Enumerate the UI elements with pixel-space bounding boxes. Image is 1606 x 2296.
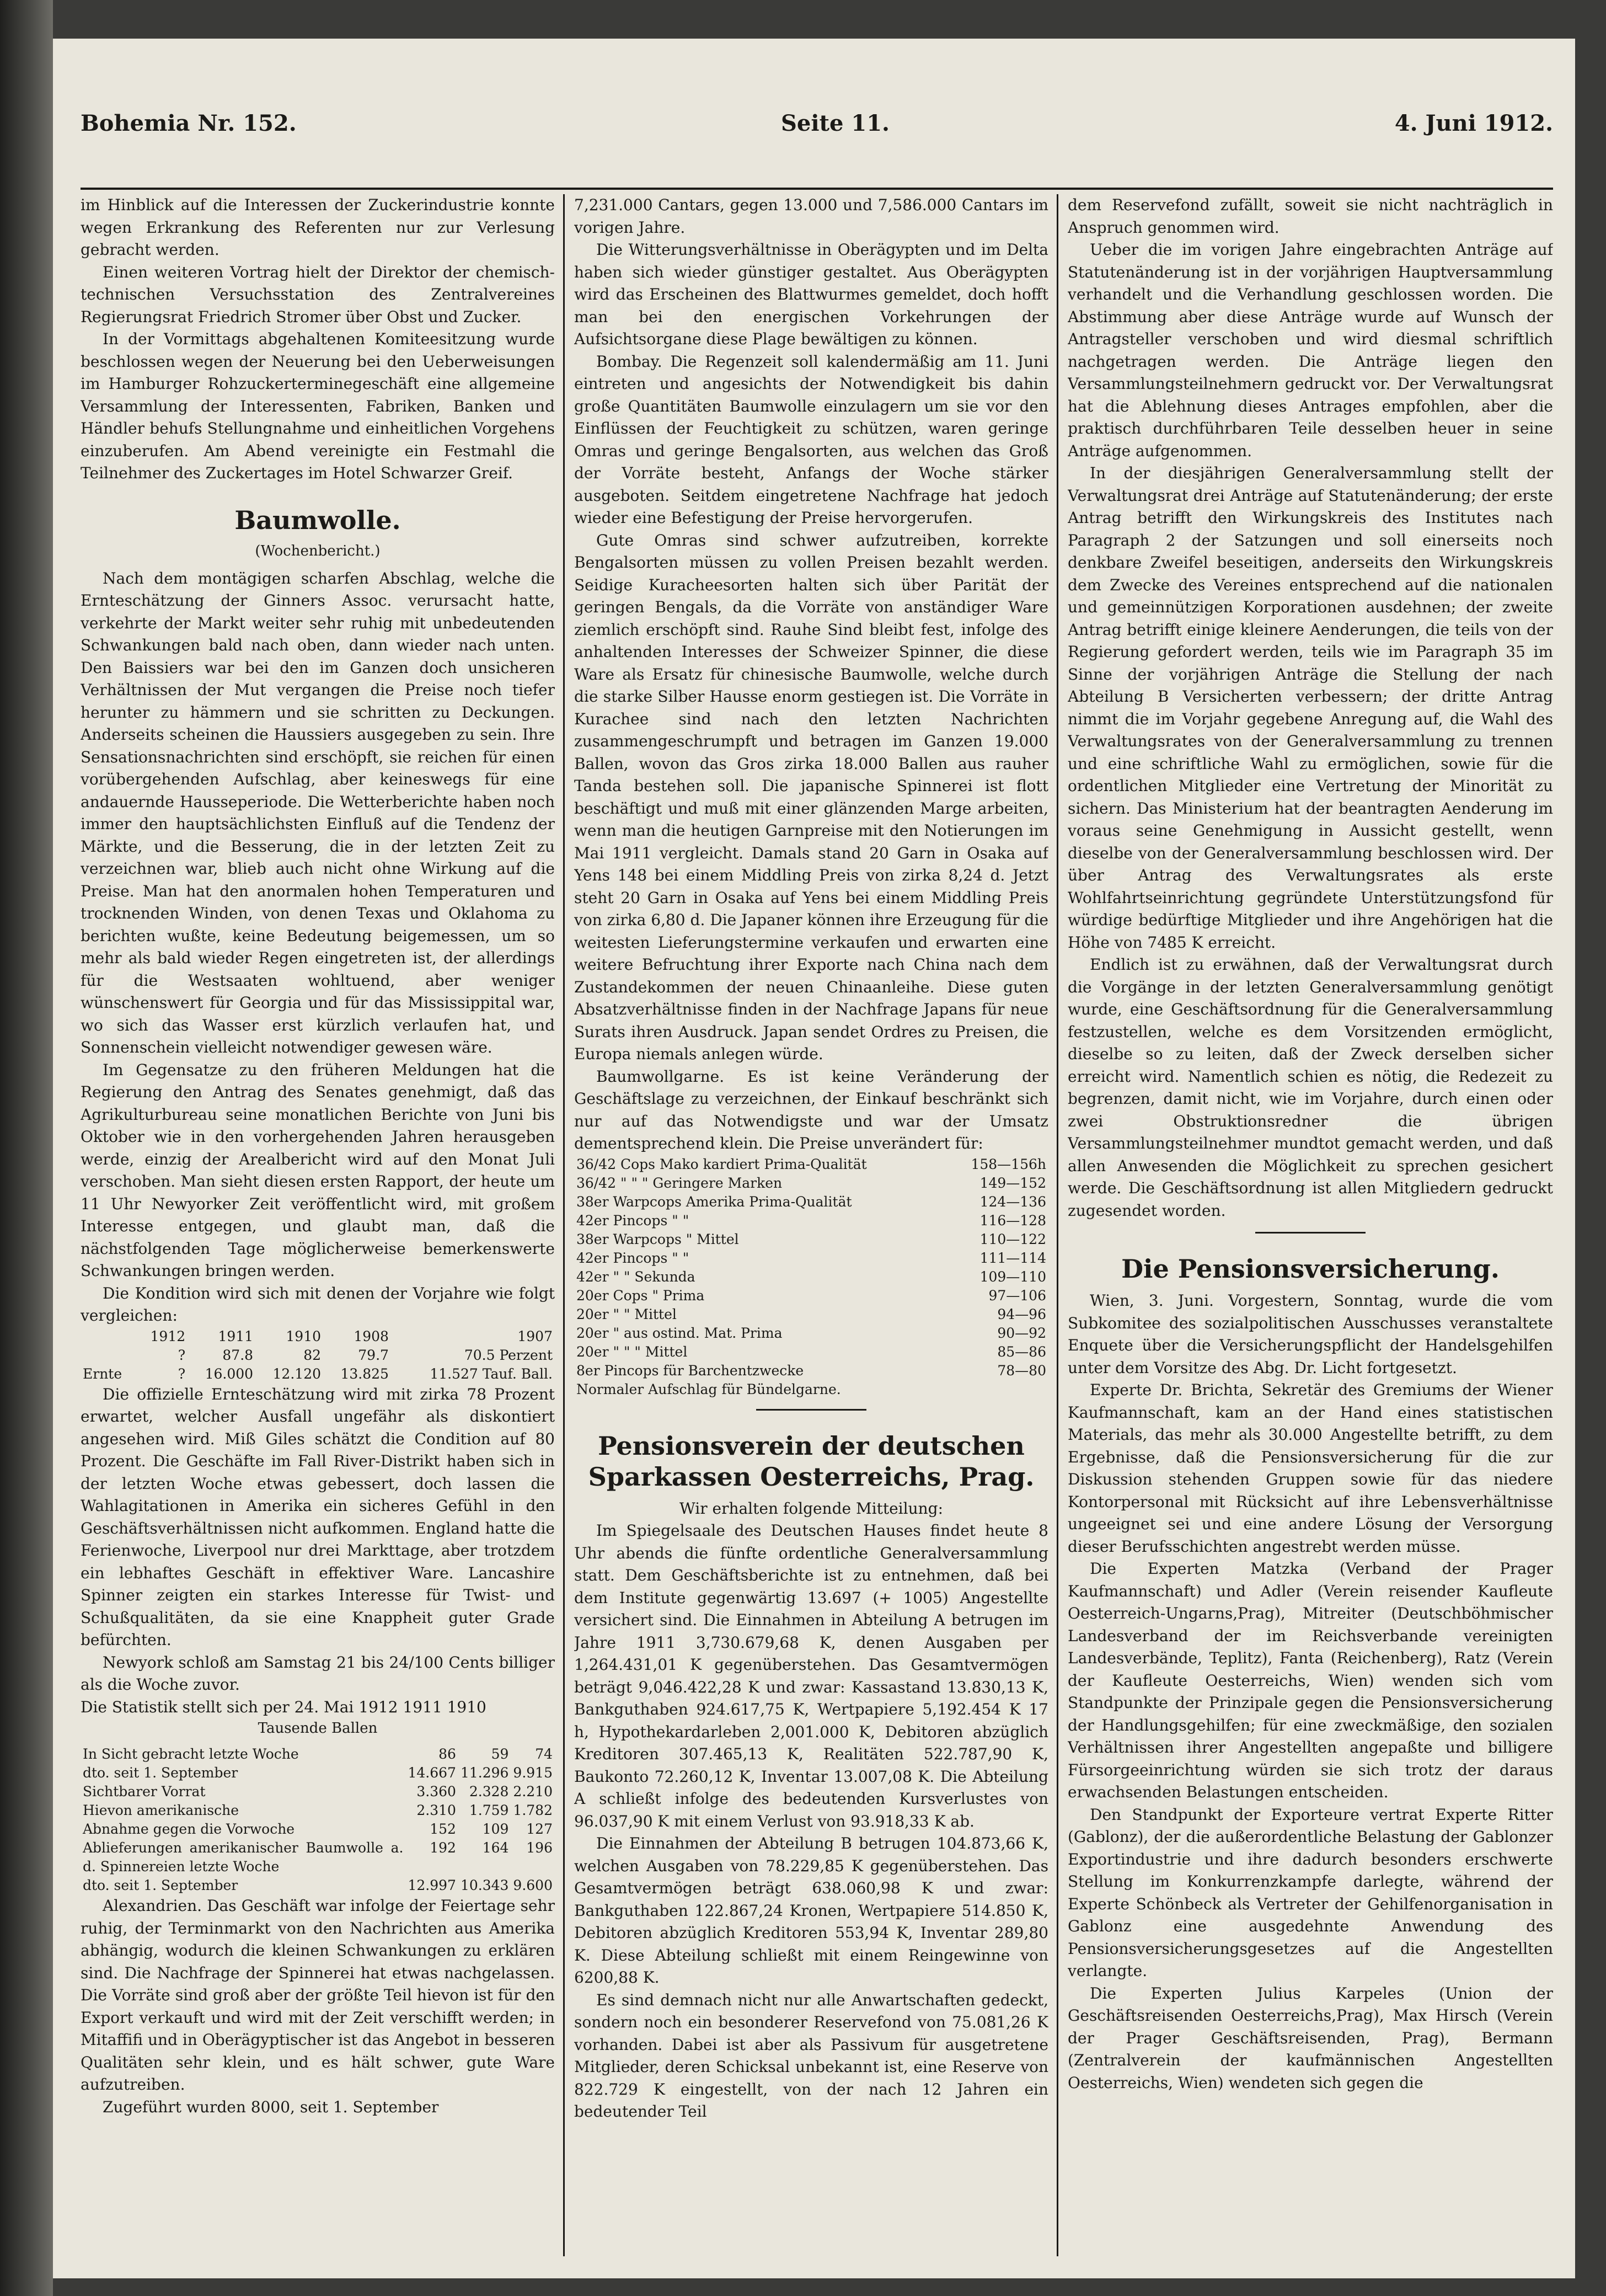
table-cell: Ernte	[83, 1365, 122, 1382]
table-cell: Normaler Aufschlag für Bündelgarne.	[576, 1381, 841, 1397]
table-row	[574, 1174, 1048, 1193]
table-row	[81, 1782, 555, 1801]
paragraph: Die Kondition wird sich mit denen der Vorjahre wie folgt vergleichen:	[81, 1284, 555, 1325]
article-headline-baumwolle: Baumwolle.	[234, 505, 401, 535]
column-2	[574, 194, 1048, 2262]
table-cell: 59	[491, 1746, 509, 1762]
table-cell: 2.310	[416, 1802, 456, 1818]
table-row	[81, 1820, 555, 1839]
table-cell: 8er Pincops für Barchentzwecke	[576, 1362, 804, 1379]
table-cell: 82	[303, 1347, 322, 1363]
column-rule-1	[563, 194, 565, 2256]
table-cell: 13.825	[340, 1365, 389, 1382]
article-subheadline: (Wochenbericht.)	[255, 542, 381, 559]
header-page-number: Seite 11.	[781, 110, 890, 136]
table-cell: 1910	[286, 1328, 322, 1344]
table-cell: 16.000	[205, 1365, 254, 1382]
table-cell: 149—152	[979, 1174, 1046, 1191]
paragraph: Einen weiteren Vortrag hielt der Direktor der chemisch-technischen Versuchsstation des Zentralvereines Regierungsrat Friedrich Stromer über Obst und Zucker.	[81, 263, 555, 326]
paragraph: Im Gegensatze zu den früheren Meldungen hat die Regierung den Antrag des Senates genehmigt, daß das Agrikulturbureau seine monatlichen Berichte von Juni bis Oktober wie in den vorhergehenden Jahren herausgeben werde, einzig der Arealbericht wird auf den Monat Juli verschoben. Man sieht diesen ersten Rapport, der heute um 11 Uhr Newyorker Zeit veröffentlicht wird, mit großem Interesse entgegen, und glaubt man, daß die nächstfolgenden Tage möglicherweise bemerkenswerte Schwankungen bringen werden.	[81, 1060, 555, 1280]
paragraph: Die offizielle Ernteschätzung wird mit zirka 78 Prozent erwartet, welcher Ausfall ungefähr als diskontiert angesehen wird. Miß Giles schätzt die Condition auf 80 Prozent. Die Geschäfte im Fall River-Distrikt haben sich in der letzten Woche etwas gebessert, doch lassen die Wahlagitationen in Amerika ein sicheres Gefühl in den Geschäftsverhältnissen nicht aufkommen. England hatte die Ferienwoche, Liverpool nur drei Markttage, aber trotzdem ein lebhaftes Geschäft in effektiver Ware. Lancashire Spinner zeigten ein starkes Interesse für Twist- und Schußqualitäten, da sie eine Knappheit guter Grade befürchten.	[81, 1385, 555, 1649]
table-cell: dto. seit 1. September	[83, 1877, 238, 1893]
paragraph: Nach dem montägigen scharfen Abschlag, welche die Ernteschätzung der Ginners Assoc. verursacht hatte, verkehrte der Markt weiter sehr ruhig mit unbedeutenden Schwankungen bald nach oben, dann wieder nach unten. Den Baissiers war bei den im Ganzen doch unsicheren Verhältnissen der Mut vergangen die Preise noch tiefer herunter zu hämmern und sie schritten zu Deckungen. Anderseits scheinen die Haussiers ausgegeben zu sein. Ihre Sensationsnachrichten sind erschöpft, sie reichen für einen vorübergehenden Aufschlag, aber keineswegs für eine andauernde Hausseperiode. Die Wetterberichte haben noch immer den hauptsächlichsten Einfluß auf die Tendenz der Märkte, und die Besserung, die in der letzten Zeit zu verzeichnen war, blieb auch nicht ohne Wirkung auf die Preise. Man hat den anormalen hohen Temperaturen und trocknenden Winden, von denen Texas und Oklahoma zu berichten wußte, keine Bedeutung beigemessen, um so mehr als bald wieder Regen eingetreten ist, der allerdings für die Westsaaten wohltuend, aber weniger wünschenswert für Georgia und für das Mississippital war, wo sich das Wasser erst kürzlich verlaufen hat, und Sonnenschein vielleicht notwendiger gewesen wäre.	[81, 569, 555, 1056]
article-headline-pensionsverein: Pensionsverein der deutschen Sparkassen Oesterreichs, Prag.	[588, 1430, 1035, 1492]
table-cell: 192	[430, 1840, 456, 1856]
table-row	[574, 1230, 1048, 1249]
paragraph: Experte Dr. Brichta, Sekretär des Gremiums der Wiener Kaufmannschaft, kam an der Hand eines statistischen Materials, das mehr als 30.000 Angestellte betrifft, zu dem Ergebnisse, daß die Pensionsversicherung für die zur Diskussion stehenden Gruppen sowie für das niedere Kontorpersonal mit Rücksicht auf ihre Lebensverhältnisse ungeeignet sei und eine andere Lösung der Versorgung dieser Berufsschichten angestrebt werden müsse.	[1068, 1381, 1553, 1556]
paragraph: Den Standpunkt der Exporteure vertrat Experte Ritter (Gablonz), der die außerordentliche Belastung der Gablonzer Exportindustrie und ihre dadurch besonders erschwerte Stellung im Konkurrenzkampfe darlegte, während der Experte Schönbeck als Vertreter der Gehilfenorganisation in Gablonz eine ausgedehnte Anwendung des Pensionsversicherungsgesetzes auf die Angestellten verlangte.	[1068, 1805, 1553, 1980]
table-cell: Ablieferungen amerikanischer Baumwolle a. d. Spinnereien letzte Woche	[83, 1840, 404, 1875]
paragraph: Wir erhalten folgende Mitteilung:	[679, 1499, 944, 1518]
table-row	[574, 1211, 1048, 1230]
table-cell: Abnahme gegen die Vorwoche	[83, 1821, 295, 1837]
column-3	[1068, 194, 1553, 2262]
table-cell: 3.360	[416, 1784, 456, 1800]
table-cell: 70.5 Perzent	[464, 1347, 553, 1363]
table-cell: 86	[438, 1746, 456, 1762]
paragraph: im Hinblick auf die Interessen der Zuckerindustrie konnte wegen Erkrankung des Referenten nur zur Verlesung gebracht werden.	[81, 196, 555, 259]
paragraph: Baumwollgarne. Es ist keine Veränderung der Geschäftslage zu verzeichnen, der Einkauf beschränkt sich nur auf das Notwendigste und war der Umsatz dementsprechend klein. Die Preise unverändert für:	[574, 1067, 1048, 1152]
table-cell: 196	[526, 1840, 553, 1856]
table-cell: 12.997	[408, 1877, 456, 1893]
table-cell: ?	[178, 1347, 186, 1363]
paragraph: Im Spiegelsaale des Deutschen Hauses findet heute 8 Uhr abends die fünfte ordentliche Generalversammlung statt. Dem Geschäftsberichte ist zu entnehmen, daß bei dem Institute gegenwärtig 13.697 (+ 1005) Angestellte versichert sind. Die Einnahmen in Abteilung A betrugen im Jahre 1911 3,730.679,68 K, denen Ausgaben per 1,264.431,01 K gegenüberstehen. Das Gesamtvermögen beträgt 9,046.422,28 K und zwar: Kassastand 13.830,13 K, Bankguthaben 924.617,75 K, Wertpapiere 5,192.454 K 17 h, Hypothekardarleben 2,001.000 K, Debitoren abzüglich Kreditoren 307.465,13 K, Realitäten 522.787,90 K, Baukonto 72.260,12 K, Inventar 13.007,08 K. Die Abteilung A schließt infolge des bedeutenden Kursverlustes von 96.037,90 K mit einem Verlust von 93.918,33 K ab.	[574, 1521, 1048, 1830]
table-row	[574, 1380, 1048, 1399]
table-cell: 11.527 Tauf. Ball.	[430, 1365, 553, 1382]
table-row	[81, 1327, 555, 1346]
table-cell: 1.782	[513, 1802, 553, 1818]
table-cell: Hievon amerikanische	[83, 1802, 239, 1818]
paragraph: Die Statistik stellt sich per 24. Mai 1912 1911 1910	[81, 1697, 486, 1716]
table-cell	[947, 1380, 1048, 1399]
table-cell: 20er " aus ostind. Mat. Prima	[576, 1325, 783, 1341]
table-cell: 1908	[354, 1328, 389, 1344]
paragraph: In der Vormittags abgehaltenen Komiteesitzung wurde beschlossen wegen der Neuerung bei den Ueberweisungen im Hamburger Rohzuckerterminegeschäft eine allgemeine Versammlung der Interessenten, Fabriken, Banken und Händler behufs Stellungnahme und einheitlichen Vorgehens einzuberufen. Am Abend vereinigte ein Festmahl die Teilnehmer des Zuckertages im Hotel Schwarzer Greif.	[81, 330, 555, 482]
table-cell: 109	[482, 1821, 509, 1837]
paragraph: Alexandrien. Das Geschäft war infolge der Feiertage sehr ruhig, der Terminmarkt von den Nachrichten aus Amerika abhängig, wodurch die kleinen Schwankungen zu erklären sind. Die Nachfrage der Spinnerei hat etwas nachgelassen. Die Vorräte sind groß aber der größte Teil hievon ist für den Export verkauft und wird mit der Zeit verschifft werden; in Mitaffifi und in Oberägyptischer ist das Angebot in besseren Qualitäten sehr klein, und es hält schwer, gute Ware aufzutreiben.	[81, 1897, 555, 2094]
table-cell: 36/42 Cops Mako kardiert Prima-Qualität	[576, 1156, 867, 1172]
table-cell: In Sicht gebracht letzte Woche	[83, 1746, 299, 1762]
table-cell: 20er " " Mittel	[576, 1306, 677, 1322]
table-cell: dto. seit 1. September	[83, 1765, 238, 1781]
statistics-table-header: Tausende Ballen	[258, 1720, 378, 1737]
table-cell: 2.210	[513, 1784, 553, 1800]
table-cell: 1.759	[469, 1802, 509, 1818]
paragraph: Die Witterungsverhältnisse in Oberägypten und im Delta haben sich wieder günstiger gestaltet. Aus Oberägypten wird das Erscheinen des Blattwurmes gemeldet, doch hofft man bei den energischen Vorkehrungen der Aufsichtsorgane diese Plage bewältigen zu können.	[574, 241, 1048, 348]
table-row	[574, 1343, 1048, 1361]
table-cell: 42er Pincops " "	[576, 1212, 689, 1229]
paragraph: Newyork schloß am Samstag 21 bis 24/100 Cents billiger als die Woche zuvor.	[81, 1653, 555, 1694]
table-cell: 79.7	[358, 1347, 389, 1363]
table-cell	[81, 1327, 137, 1346]
table-cell: 20er " " " Mittel	[576, 1343, 688, 1360]
table-cell	[81, 1346, 137, 1365]
table-cell: 74	[535, 1746, 553, 1762]
paragraph: Ueber die im vorigen Jahre eingebrachten Anträge auf Statutenänderung ist in der vorjährigen Hauptversammlung verhandelt und die Verhandlung geschlossen worden. Die Abstimmung aber diese Anträge wurde auf Wunsch der Antragsteller verschoben und wird diesmal schriftlich nachgetragen werden. Die Anträge liegen den Versammlungsteilnehmern gedruckt vor. Der Verwaltungsrat hat die Ablehnung dieses Antrages empfohlen, aber die praktisch durchführbaren Teile desselben heuer in seine Anträge aufgenommen.	[1068, 241, 1553, 460]
table-row	[574, 1193, 1048, 1211]
section-divider	[1255, 1232, 1366, 1234]
newspaper-page	[53, 39, 1575, 2278]
table-cell: 9.600	[513, 1877, 553, 1893]
table-row	[81, 1876, 555, 1895]
table-cell: 12.120	[272, 1365, 322, 1382]
table-cell: 2.328	[469, 1784, 509, 1800]
table-cell: 38er Warpcops " Mittel	[576, 1231, 739, 1247]
table-row	[81, 1764, 555, 1782]
page-header	[81, 110, 1553, 154]
scan-edge	[0, 0, 53, 2296]
table-cell: 164	[482, 1840, 509, 1856]
table-row	[574, 1324, 1048, 1343]
paragraph: Die Experten Matzka (Verband der Prager Kaufmannschaft) und Adler (Verein reisender Kaufleute Oesterreich-Ungarns,Prag), Mitreiter (Deutschböhmischer Landesverband der im Reichsverbande vereinigten Landesverbände, Teplitz), Fanta (Reichenberg), Ratz (Verein der Kaufleute Oesterreichs, Wien) wenden sich vom Standpunkte der Prinzipale gegen die Pensionsversicherung der Handlungsgehilfen; für eine zweckmäßige, den sozialen Verhältnissen ihrer Angestellten angepaßte und billigere Fürsorgeeinrichtung würden sie sich trotz der daraus erwachsenden Belastungen entscheiden.	[1068, 1560, 1553, 1801]
table-row	[81, 1745, 555, 1764]
table-cell: 42er " " Sekunda	[576, 1268, 695, 1285]
table-cell: 109—110	[979, 1268, 1046, 1285]
header-date: 4. Juni 1912.	[1394, 110, 1553, 136]
paragraph: 7,231.000 Cantars, gegen 13.000 und 7,586.000 Cantars im vorigen Jahre.	[574, 196, 1048, 237]
table-row	[81, 1365, 555, 1384]
table-cell: 97—106	[988, 1287, 1046, 1304]
paragraph: dem Reservefond zufällt, soweit sie nicht nachträglich in Anspruch genommen wird.	[1068, 196, 1553, 237]
paragraph: Es sind demnach nicht nur alle Anwartschaften gedeckt, sondern noch ein besonderer Reservefond von 75.081,26 K vorhanden. Dabei ist aber als Passivum für ausgetretene Mitglieder, deren Schicksal unbekannt ist, eine Reserve von 822.729 K eingestellt, von der nach 12 Jahren ein bedeutender Teil	[574, 1990, 1048, 2121]
table-row	[574, 1155, 1048, 1174]
table-cell: 152	[430, 1821, 456, 1837]
table-cell: 116—128	[979, 1212, 1046, 1229]
table-cell: 20er Cops " Prima	[576, 1287, 705, 1304]
table-cell: 94—96	[997, 1306, 1046, 1322]
table-row	[574, 1268, 1048, 1286]
header-publication: Bohemia Nr. 152.	[81, 110, 297, 136]
table-cell: 78—80	[997, 1362, 1046, 1379]
paragraph: Gute Omras sind schwer aufzutreiben, korrekte Bengalsorten müssen zu vollen Preisen bezahlt werden. Seidige Kuracheesorten halten sich über Parität der geringen Bengals, da die Vorräte von anständiger Ware ziemlich erschöpft sind. Rauhe Sind bleibt fest, infolge des anhaltenden Interesses der Schweizer Spinner, die diese Ware als Ersatz für chinesische Baumwolle, welche durch die starke Silber Hausse enorm gestiegen ist. Die Vorräte in Kurachee sind nach den letzten Nachrichten zusammengeschrumpft und betragen im Ganzen 19.000 Ballen, wovon das Gros zirka 18.000 Ballen aus rauher Tanda bestehen soll. Die japanische Spinnerei ist flott beschäftigt und muß mit einer glänzenden Marge arbeiten, wenn man die heutigen Garnpreise mit den Notierungen im Mai 1911 vergleicht. Damals stand 20 Garn in Osaka auf Yens 148 bei einem Middling Preis von zirka 8,24 d. Jetzt steht 20 Garn in Osaka auf Yens bei einem Middling Preis von zirka 6,80 d. Die Japaner können ihre Erzeugung für die weitesten Lieferungstermine verkaufen und erwarten eine weitere Befruchtung ihrer Exporte nach China nach dem Zustandekommen der neuen Chinaanleihe. Diese guten Absatzverhältnisse finden in der Nachfrage Japans für neue Surats ihren Ausdruck. Japan sendet Ordres zu Preisen, die Europa niemals anlegen würde.	[574, 531, 1048, 1063]
table-cell: 127	[526, 1821, 553, 1837]
table-row	[574, 1286, 1048, 1305]
column-1	[81, 194, 555, 2262]
paragraph: Wien, 3. Juni. Vorgestern, Sonntag, wurde die vom Subkomitee des sozialpolitischen Ausschusses veranstaltete Enquete über die Versicherungspflicht der Handelsgehilfen unter dem Vorsitze des Abg. Dr. Licht fortgesetzt.	[1068, 1291, 1553, 1377]
table-cell: Sichtbarer Vorrat	[83, 1784, 206, 1800]
paragraph: Zugeführt wurden 8000, seit 1. September	[103, 2097, 439, 2116]
statistics-table	[81, 1745, 555, 1895]
table-cell: 90—92	[997, 1325, 1046, 1341]
table-cell: 124—136	[979, 1193, 1046, 1210]
table-cell: 110—122	[979, 1231, 1046, 1247]
table-cell: 11.296	[460, 1765, 509, 1781]
table-row	[81, 1801, 555, 1820]
table-cell: 1907	[517, 1328, 553, 1344]
table-cell: 158—156h	[971, 1156, 1046, 1172]
paragraph: Bombay. Die Regenzeit soll kalendermäßig am 11. Juni eintreten und angesichts der Notwendigkeit bis dahin große Quantitäten Baumwolle einzulagern um sie vor den Einflüssen der Feuchtigkeit zu schützen, waren geringe Omras und geringe Bengalsorten, aus welchen das Groß der Vorräte besteht, Anfangs der Woche stärker ausgeboten. Seitdem eingetretene Nachfrage hat jedoch wieder eine Befestigung der Preise hervorgerufen.	[574, 352, 1048, 527]
table-row	[574, 1361, 1048, 1380]
section-divider	[756, 1409, 866, 1411]
table-cell: 42er Pincops " "	[576, 1250, 689, 1266]
article-headline-pensionsversicherung: Die Pensionsversicherung.	[1121, 1254, 1500, 1284]
table-cell: 38er Warpcops Amerika Prima-Qualität	[576, 1193, 852, 1210]
table-cell: 111—114	[979, 1250, 1046, 1266]
paragraph: Die Einnahmen der Abteilung B betrugen 104.873,66 K, welchen Ausgaben von 78.229,85 K gegenüberstehen. Das Gesamtvermögen beträgt 638.060,98 K und zwar: Bankguthaben 122.867,24 Kronen, Wertpapiere 514.850 K, Debitoren abzüglich Kreditoren 553,94 K, Inventar 289,80 K. Diese Abteilung schließt mit einem Reingewinne von 6200,88 K.	[574, 1834, 1048, 1987]
table-cell: 85—86	[997, 1343, 1046, 1360]
table-cell: 1911	[218, 1328, 254, 1344]
column-rule-2	[1057, 194, 1058, 2256]
table-cell: 10.343	[460, 1877, 509, 1893]
table-row	[574, 1249, 1048, 1268]
table-row	[81, 1839, 555, 1876]
table-row	[81, 1346, 555, 1365]
paragraph: In der diesjährigen Generalversammlung stellt der Verwaltungsrat drei Anträge auf Statutenänderung; der erste Antrag betrifft den Wirkungskreis des Institutes nach Paragraph 2 der Satzungen und soll einerseits noch denkbare Zweifel beseitigen, anderseits den Wirkungskreis dem Zwecke des Vereines entsprechend auf die nationalen und gemeinnützigen Korporationen ausdehnen; der zweite Antrag betrifft einige kleinere Aenderungen, die teils von der Regierung gefordert werden, teils wie im Paragraph 35 im Sinne der vorjährigen Anträge die Stellung der nach Abteilung B Versicherten verbessern; der dritte Antrag nimmt die im Vorjahr gegebene Anregung auf, die Wahl des Verwaltungsrates von der Generalversammlung zu trennen und eine schriftliche Wahl zu ermöglichen, sowie für die ordentlichen Mitglieder eine Vertretung der Minorität zu sichern. Das Ministerium hat der beantragten Aenderung im voraus seine Genehmigung in Aussicht gestellt, wenn dieselbe von der Generalversammlung beschlossen wird. Der über Antrag des Verwaltungsrates als erste Wohlfahrtseinrichtung gegründete Unterstützungsfond für würdige bedürftige Mitglieder und ihre Angehörigen hat die Höhe von 7485 K erreicht.	[1068, 464, 1553, 952]
table-cell: 36/42 " " " Geringere Marken	[576, 1174, 783, 1191]
yarn-price-table	[574, 1155, 1048, 1399]
table-cell: 14.667	[408, 1765, 456, 1781]
table-cell: 1912	[150, 1328, 186, 1344]
table-cell: ?	[178, 1365, 186, 1382]
table-cell: 9.915	[513, 1765, 553, 1781]
condition-table	[81, 1327, 555, 1384]
paragraph: Endlich ist zu erwähnen, daß der Verwaltungsrat durch die Vorgänge in der letzten Generalversammlung genötigt wurde, eine Geschäftsordnung für die Generalversammlung festzustellen, welche es dem Vorsitzenden ermöglicht, dieselbe so zu leiten, daß der Zweck derselben sicher erreicht wird. Namentlich schien es nötig, die Redezeit zu begrenzen, damit nicht, wie im Vorjahre, durch einen oder zwei Obstruktionsredner die übrigen Versammlungsteilnehmer mundtot gemacht werden, und daß allen Anwesenden die Möglichkeit zu sprechen gesichert werde. Die Geschäftsordnung ist allen Mitgliedern gedruckt zugesendet worden.	[1068, 955, 1553, 1220]
table-row	[574, 1305, 1048, 1324]
paragraph: Die Experten Julius Karpeles (Union der Geschäftsreisenden Oesterreichs,Prag), Max Hirsch (Verein der Prager Geschäftsreisenden, Prag), Bermann (Zentralverein der kaufmännischen Angestellten Oesterreichs, Wien) wendeten sich gegen die	[1068, 1984, 1553, 2092]
table-cell: 87.8	[222, 1347, 254, 1363]
header-rule	[81, 188, 1553, 190]
